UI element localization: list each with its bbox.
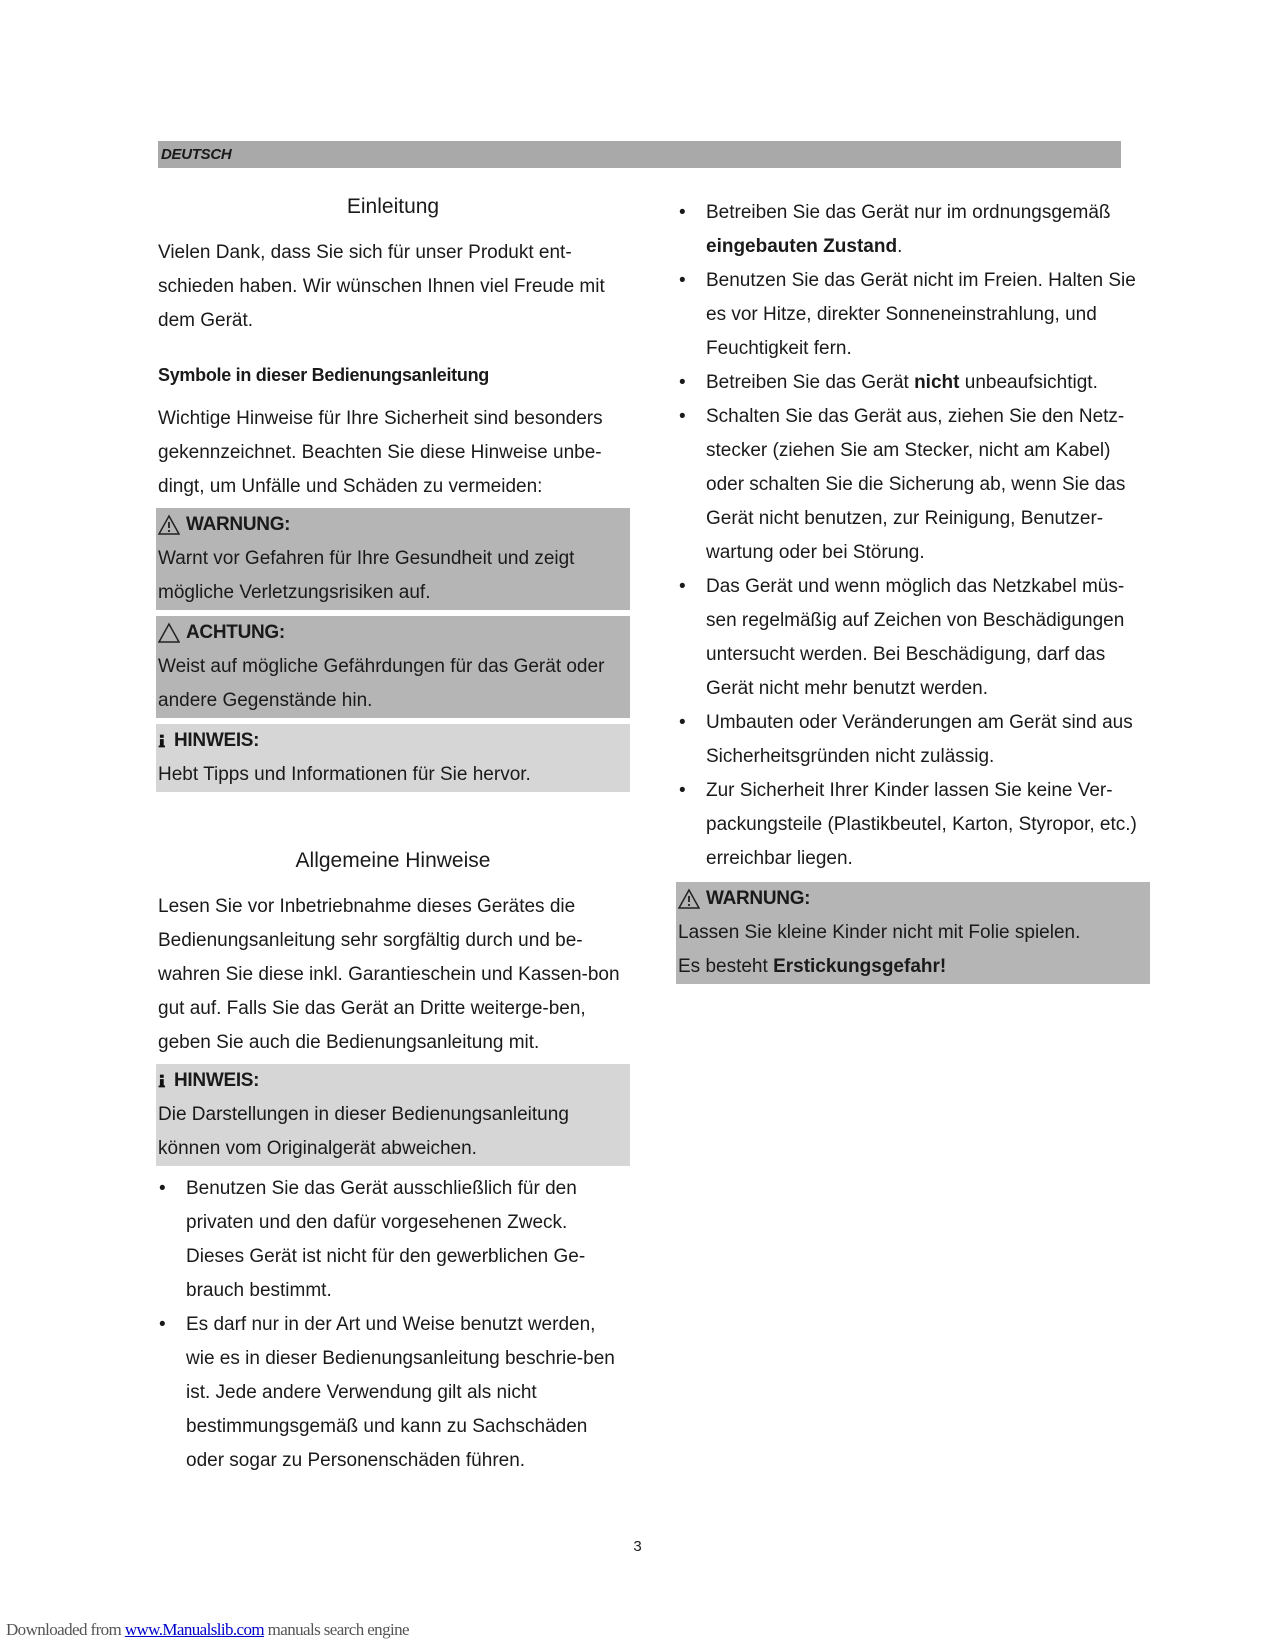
caution-title <box>158 616 628 650</box>
bullet-text: Betreiben Sie das Gerät <box>706 372 909 393</box>
list-item: • Benutzen Sie das Gerät ausschließlich für den privaten und den dafür vorgesehenen Zweck. Dieses Gerät ist nicht für den gewerblichen Ge-brauch bestimmt. <box>158 1172 628 1308</box>
info-icon <box>158 730 172 752</box>
left-bullet-list <box>158 1172 628 1478</box>
note2-text: Die Darstellungen in dieser Bedienungsanleitung können vom Originalgerät abweichen. <box>158 1104 569 1159</box>
general-text: Lesen Sie vor Inbetriebnahme dieses Gerätes die Bedienungsanleitung sehr sorgfältig durch und be-wahren Sie diese inkl. Garantieschein und Kassen-bon gut auf. Falls Sie das Gerät an Dritte weiterge-ben, geben Sie auch die Bedienungsanleitung mit. <box>158 896 620 1053</box>
bullet-bold-text: eingebauten Zustand <box>706 236 898 257</box>
note-label: HINWEIS: <box>174 730 260 751</box>
caution-text: Weist auf mögliche Gefährdungen für das Gerät oder andere Gegenstände hin. <box>158 656 605 711</box>
list-item: • Das Gerät und wenn möglich das Netzkabel müs-sen regelmäßig auf Zeichen von Beschädigungen untersucht werden. Bei Beschädigung, darf das Gerät nicht mehr benutzt werden. <box>678 570 1148 706</box>
note2-label: HINWEIS: <box>174 1070 260 1091</box>
page-number: 3 <box>633 1538 642 1555</box>
warning-triangle-icon <box>158 514 180 536</box>
list-item <box>678 366 1148 400</box>
child-warning-label: WARNUNG: <box>706 888 811 909</box>
right-column <box>678 196 1148 984</box>
footer-suffix: manuals search engine <box>267 1620 409 1639</box>
child-warning-box <box>676 882 1150 984</box>
footer-link[interactable]: www.Manualslib.com <box>124 1620 265 1639</box>
note-title <box>158 724 628 758</box>
child-warning-pre: Es besteht <box>678 956 768 977</box>
bullet-text: Betreiben Sie das Gerät nur im ordnungsgemäß <box>706 202 1111 223</box>
caution-triangle-icon <box>158 622 180 644</box>
note-box <box>156 724 630 792</box>
note2-box <box>156 1064 630 1166</box>
list-item: • Es darf nur in der Art und Weise benutzt werden, wie es in dieser Bedienungsanleitung beschrie-ben ist. Jede andere Verwendung gilt als nicht bestimmungsgemäß und kann zu Sachschäden oder sogar zu Personenschäden führen. <box>158 1308 628 1478</box>
intro-title: Einleitung <box>346 195 440 218</box>
note-text: Hebt Tipps und Informationen für Sie hervor. <box>158 764 531 785</box>
bullet-bold-text: nicht <box>914 372 960 393</box>
child-warning-text-1: Lassen Sie kleine Kinder nicht mit Folie spielen. <box>678 922 1081 943</box>
language-label: DEUTSCH <box>161 146 232 163</box>
general-title: Allgemeine Hinweise <box>295 849 491 872</box>
right-bullet-list <box>678 196 1148 876</box>
warning-box <box>156 508 630 610</box>
bullet-text: . <box>897 236 903 257</box>
warning-label: WARNUNG: <box>186 514 291 535</box>
download-footer <box>6 1620 409 1640</box>
list-item: • Benutzen Sie das Gerät nicht im Freien. Halten Sie es vor Hitze, direkter Sonneneinstrahlung, und Feuchtigkeit fern. <box>678 264 1148 366</box>
note2-title <box>158 1064 628 1098</box>
list-item: • Umbauten oder Veränderungen am Gerät sind aus Sicherheitsgründen nicht zulässig. <box>678 706 1148 774</box>
list-item <box>678 196 1148 264</box>
warning-triangle-icon <box>678 888 700 910</box>
symbols-title: Symbole in dieser Bedienungsanleitung <box>158 365 489 385</box>
caution-label: ACHTUNG: <box>186 622 285 643</box>
info-icon <box>158 1070 172 1092</box>
child-warning-text-2 <box>678 950 1148 984</box>
child-warning-title <box>678 882 1148 916</box>
intro-text: Vielen Dank, dass Sie sich für unser Produkt ent-schieden haben. Wir wünschen Ihnen viel Freude mit dem Gerät. <box>158 242 605 331</box>
warning-title <box>158 508 628 542</box>
bullet-text: unbeaufsichtigt. <box>964 372 1098 393</box>
child-warning-bold: Erstickungsgefahr! <box>773 956 947 977</box>
symbols-text: Wichtige Hinweise für Ihre Sicherheit sind besonders gekennzeichnet. Beachten Sie diese Hinweise unbe-dingt, um Unfälle und Schäden zu vermeiden: <box>158 408 603 497</box>
caution-box <box>156 616 630 718</box>
language-header-bar <box>158 141 1121 168</box>
list-item: • Schalten Sie das Gerät aus, ziehen Sie den Netz-stecker (ziehen Sie am Stecker, nicht am Kabel) oder schalten Sie die Sicherung ab, wenn Sie das Gerät nicht benutzen, zur Reinigung, Benutzer-wartung oder bei Störung. <box>678 400 1148 570</box>
left-column <box>158 190 628 1478</box>
warning-text: Warnt vor Gefahren für Ihre Gesundheit und zeigt mögliche Verletzungsrisiken auf. <box>158 548 575 603</box>
list-item: • Zur Sicherheit Ihrer Kinder lassen Sie keine Ver-packungsteile (Plastikbeutel, Karton, Styropor, etc.) erreichbar liegen. <box>678 774 1148 876</box>
footer-prefix: Downloaded from <box>6 1620 122 1639</box>
